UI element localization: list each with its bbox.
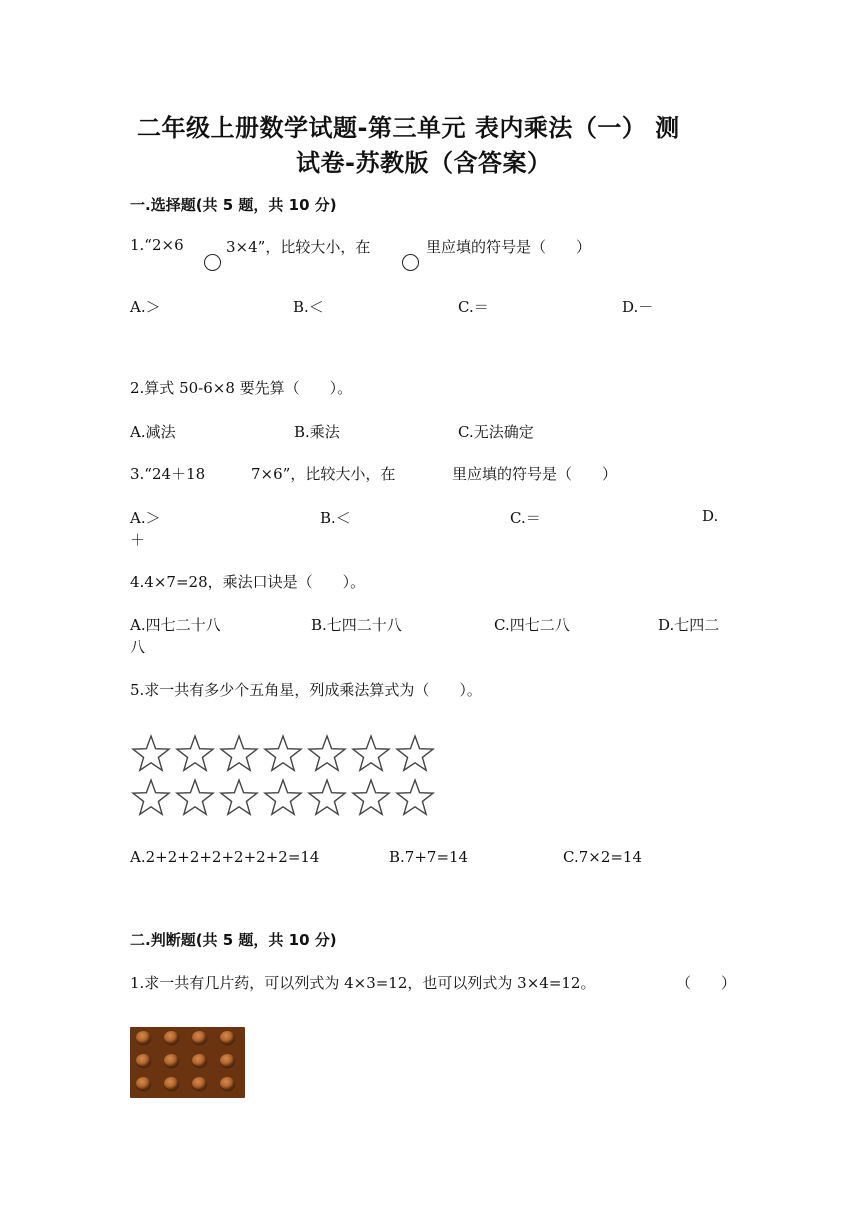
q1-text-b: 3×4”，比较大小，在	[226, 238, 371, 256]
star-7	[397, 736, 433, 770]
star-11	[265, 780, 301, 814]
q5-option-c[interactable]: C.7×2=14	[563, 848, 643, 866]
pill-1	[136, 1031, 151, 1044]
q3-option-b[interactable]: B.＜	[320, 509, 351, 527]
q1-blank-circle-2	[402, 254, 419, 271]
page-title-line2: 试卷-苏教版（含答案）	[296, 149, 552, 177]
star-12	[309, 780, 345, 814]
q2-option-c[interactable]: C.无法确定	[458, 423, 534, 441]
q4-option-d[interactable]: D.七四二	[658, 616, 720, 634]
pill-9	[136, 1077, 151, 1090]
q1-text-c: 里应填的符号是（ ）	[426, 238, 592, 256]
q3-option-d[interactable]: D.	[702, 507, 719, 525]
q1-option-b[interactable]: B.＜	[293, 298, 324, 316]
q5-option-a[interactable]: A.2+2+2+2+2+2+2=14	[130, 848, 320, 866]
pill-3	[192, 1031, 207, 1044]
judge-q1-paren[interactable]: （ ）	[676, 974, 737, 992]
star-1	[133, 736, 169, 770]
q3-option-d-wrap: ＋	[130, 531, 146, 549]
q4-option-b[interactable]: B.七四二十八	[311, 616, 402, 634]
star-13	[353, 780, 389, 814]
pill-8	[220, 1054, 235, 1067]
q4-option-c[interactable]: C.四七二八	[494, 616, 570, 634]
q3-text-c: 里应填的符号是（ ）	[452, 465, 618, 483]
star-8	[133, 780, 169, 814]
q3-text-b: 7×6”，比较大小，在	[251, 465, 396, 483]
q1-option-a[interactable]: A.＞	[130, 298, 161, 316]
pill-2	[164, 1031, 179, 1044]
star-2	[177, 736, 213, 770]
q3-option-a[interactable]: A.＞	[130, 509, 161, 527]
q4-option-d-wrap: 八	[130, 638, 146, 656]
pill-12	[220, 1077, 235, 1090]
judge-q1-text: 1.求一共有几片药，可以列式为 4×3=12，也可以列式为 3×4=12。	[130, 974, 596, 992]
q2-text: 2.算式 50-6×8 要先算（ ）。	[130, 379, 353, 397]
q4-text: 4.4×7=28，乘法口诀是（ ）。	[130, 573, 366, 591]
star-3	[221, 736, 257, 770]
star-4	[265, 736, 301, 770]
pill-11	[192, 1077, 207, 1090]
pill-4	[220, 1031, 235, 1044]
star-9	[177, 780, 213, 814]
pill-10	[164, 1077, 179, 1090]
q1-option-c[interactable]: C.＝	[458, 298, 489, 316]
q3-text-a: 3.“24＋18	[130, 465, 206, 483]
page-title-line1: 二年级上册数学试题-第三单元 表内乘法（一） 测	[137, 114, 680, 142]
section1-heading: 一.选择题(共 5 题，共 10 分)	[130, 196, 337, 214]
q3-option-c[interactable]: C.＝	[510, 509, 541, 527]
star-grid-image	[128, 734, 438, 820]
pill-7	[192, 1054, 207, 1067]
pill-5	[136, 1054, 151, 1067]
q1-option-d[interactable]: D.－	[622, 298, 654, 316]
star-14	[397, 780, 433, 814]
q2-option-a[interactable]: A.减法	[130, 423, 176, 441]
q4-option-a[interactable]: A.四七二十八	[130, 616, 221, 634]
q5-option-b[interactable]: B.7+7=14	[389, 848, 469, 866]
star-10	[221, 780, 257, 814]
star-6	[353, 736, 389, 770]
pill-blister-image	[130, 1027, 245, 1098]
q2-option-b[interactable]: B.乘法	[294, 423, 340, 441]
section2-heading: 二.判断题(共 5 题，共 10 分)	[130, 931, 337, 949]
star-5	[309, 736, 345, 770]
pill-6	[164, 1054, 179, 1067]
q1-text-a: 1.“2×6	[130, 236, 184, 254]
q1-blank-circle-1	[204, 254, 221, 271]
q5-text: 5.求一共有多少个五角星，列成乘法算式为（ ）。	[130, 681, 482, 699]
